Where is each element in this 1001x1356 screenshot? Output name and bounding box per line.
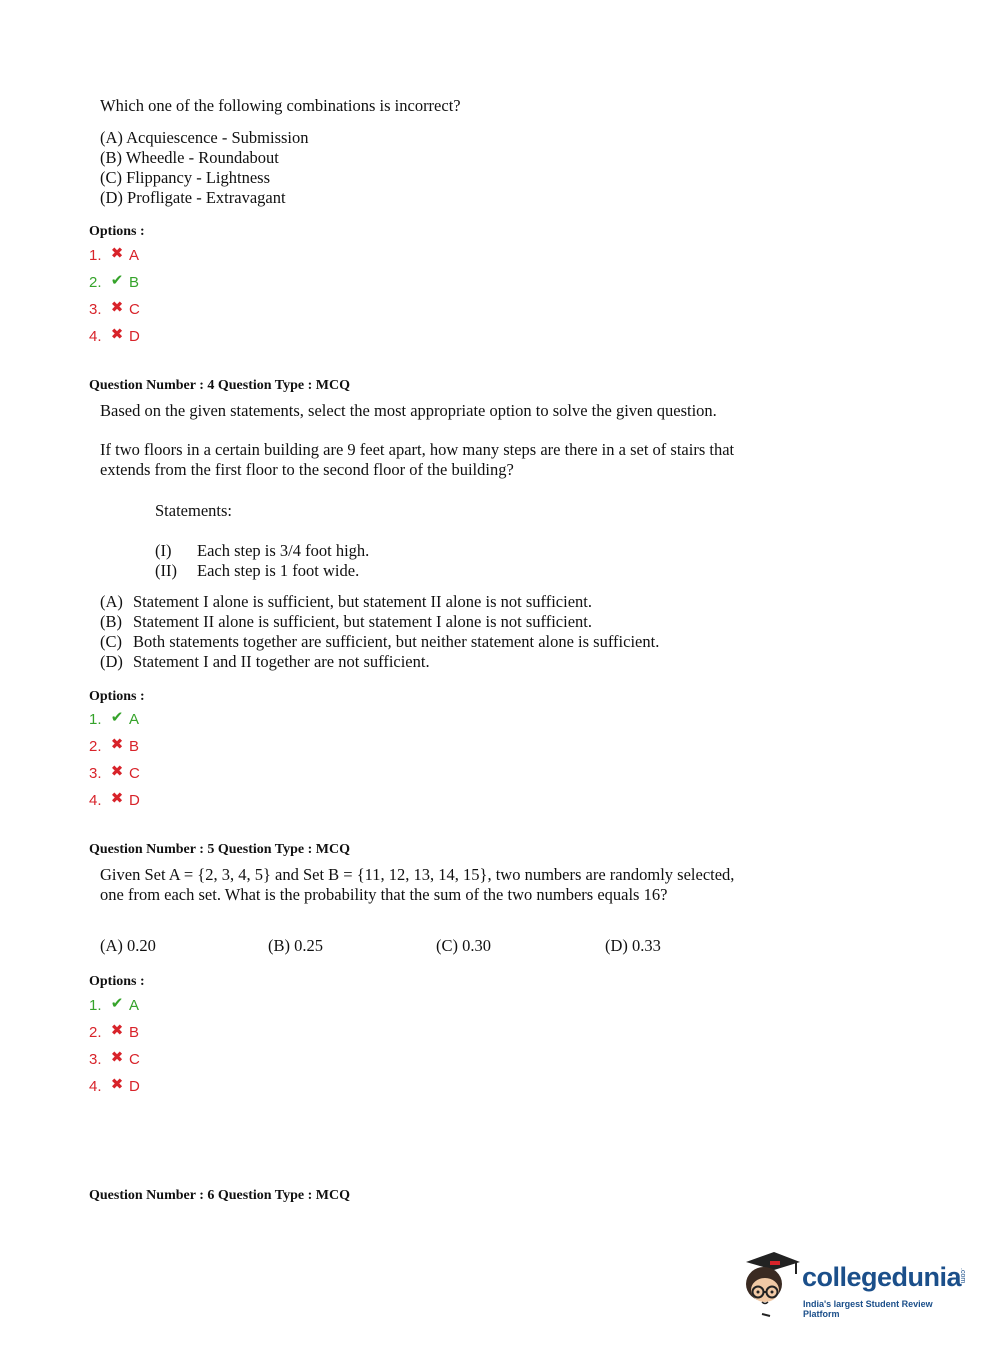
q4-option-4: 4. ✖ D [89, 790, 140, 809]
q4-option-1: 1. ✔ A [89, 709, 140, 728]
cross-icon: ✖ [110, 1022, 124, 1039]
q3-options-label: Options : [89, 224, 145, 239]
q4-options-label: Options : [89, 689, 145, 704]
cross-icon: ✖ [110, 1076, 124, 1093]
q4-option-3: 3. ✖ C [89, 763, 140, 782]
q5-choice-b: (B) 0.25 [268, 936, 323, 955]
q3-choice-b: (B) Wheedle - Roundabout [100, 148, 279, 167]
q4-options-list [89, 710, 140, 811]
q5-choice-d: (D) 0.33 [605, 936, 661, 955]
cross-icon: ✖ [110, 790, 124, 807]
q4-choices [100, 592, 659, 672]
logo-suffix: .com [959, 1268, 966, 1284]
q4-statement-2: (II) Each step is 1 foot wide. [155, 561, 360, 580]
q5-options-list [89, 996, 140, 1097]
cross-icon: ✖ [110, 326, 124, 343]
q3-option-4: 4. ✖ D [89, 326, 140, 345]
q3-option-1: 1. ✖ A [89, 245, 140, 264]
q5-option-2: 2. ✖ B [89, 1022, 140, 1041]
cross-icon: ✖ [110, 736, 124, 753]
q5-options-label: Options : [89, 974, 145, 989]
q4-statement-1: (I) Each step is 3/4 foot high. [155, 541, 370, 560]
q3-choices [100, 128, 309, 208]
cross-icon: ✖ [110, 1049, 124, 1066]
q4-choice-c: (C) Both statements together are sufficient, but neither statement alone is sufficient. [100, 632, 660, 651]
q3-option-3: 3. ✖ C [89, 299, 140, 318]
cross-icon: ✖ [110, 299, 124, 316]
logo-tagline: India's largest Student Review Platform [803, 1299, 933, 1319]
q5-choice-a: (A) 0.20 [100, 936, 156, 955]
collegedunia-logo [740, 1248, 970, 1320]
cross-icon: ✖ [110, 763, 124, 780]
q4-header: Question Number : 4 Question Type : MCQ [89, 378, 350, 393]
q3-choice-c: (C) Flippancy - Lightness [100, 168, 271, 187]
q3-options-list [89, 246, 140, 347]
q4-choice-b: (B) Statement II alone is sufficient, but statement I alone is not sufficient. [100, 612, 592, 631]
q5-option-4: 4. ✖ D [89, 1076, 140, 1095]
check-icon: ✔ [110, 272, 124, 289]
q4-choice-a: (A) Statement I alone is sufficient, but statement II alone is not sufficient. [100, 592, 592, 611]
q6-header: Question Number : 6 Question Type : MCQ [89, 1188, 350, 1203]
q5-choice-c: (C) 0.30 [436, 936, 491, 955]
q3-choice-a: (A) Acquiescence - Submission [100, 128, 309, 147]
check-icon: ✔ [110, 995, 124, 1012]
q5-option-3: 3. ✖ C [89, 1049, 140, 1068]
check-icon: ✔ [110, 709, 124, 726]
q4-question: If two floors in a certain building are 9 feet apart, how many steps are there in a set of stairs that extends from the first floor to the second floor of the building? [100, 440, 735, 479]
q4-instruction: Based on the given statements, select the most appropriate option to solve the given question. [100, 401, 717, 420]
mascot-icon [740, 1248, 802, 1320]
logo-wordmark: collegedunia [802, 1262, 962, 1292]
q4-statements-label: Statements: [155, 501, 232, 520]
q3-choice-d: (D) Profligate - Extravagant [100, 188, 286, 207]
q4-option-2: 2. ✖ B [89, 736, 140, 755]
cross-icon: ✖ [110, 245, 124, 262]
q4-statements [155, 541, 369, 581]
q5-question: Given Set A = {2, 3, 4, 5} and Set B = {11, 12, 13, 14, 15}, two numbers are randomly selected, one from each set. What is the probability that the sum of the two numbers equals 16? [100, 865, 735, 904]
q5-header: Question Number : 5 Question Type : MCQ [89, 842, 350, 857]
q4-choice-d: (D) Statement I and II together are not sufficient. [100, 652, 430, 671]
q5-option-1: 1. ✔ A [89, 995, 140, 1014]
q3-option-2: 2. ✔ B [89, 272, 140, 291]
q3-prompt: Which one of the following combinations is incorrect? [100, 96, 461, 115]
